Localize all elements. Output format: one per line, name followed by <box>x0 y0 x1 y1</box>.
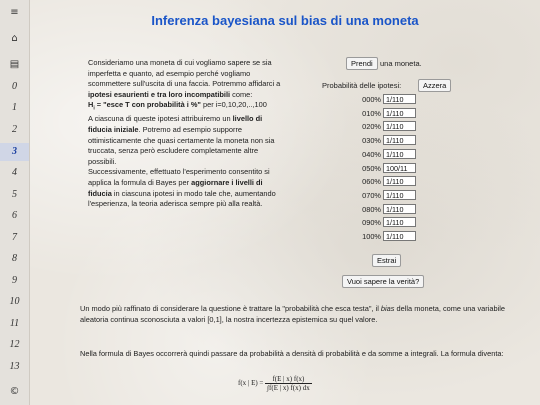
hypothesis-label: 010% <box>362 108 381 118</box>
formula-denominator: ∫f(E | x) f(x) dx <box>267 384 310 392</box>
hypothesis-probability-input[interactable]: 1/110 <box>383 121 416 131</box>
reveal-truth-button[interactable]: Vuoi sapere la verità? <box>342 275 424 288</box>
hypothesis-probability-input[interactable]: 1/110 <box>383 108 416 118</box>
hypothesis-probability-input[interactable]: 1/110 <box>383 204 416 214</box>
hypothesis-subscript: i <box>93 105 95 112</box>
draw-button[interactable]: Estrai <box>372 254 401 267</box>
hypothesis-label: 030% <box>362 136 381 146</box>
continuous-paragraph <box>80 303 520 325</box>
sidebar-item-12[interactable]: 12 <box>9 339 20 350</box>
formula-fraction <box>265 375 312 392</box>
sidebar-item-6[interactable]: 6 <box>12 210 17 221</box>
sidebar-item-4[interactable]: 4 <box>12 167 17 178</box>
hypothesis-label: 020% <box>362 122 381 132</box>
hypothesis-probability-input[interactable]: 1/110 <box>383 149 416 159</box>
sidebar-item-13[interactable]: 13 <box>9 361 20 372</box>
intro-p1-bold: ipotesi esaurienti e tra loro incompatibili <box>88 89 231 99</box>
hypothesis-label: 040% <box>362 149 381 159</box>
sidebar-item-8[interactable]: 8 <box>12 253 17 264</box>
hypothesis-label: 000% <box>362 95 381 104</box>
formula-lhs: f(x | E) = <box>238 379 264 388</box>
sidebar-item-1[interactable]: 1 <box>12 102 17 113</box>
hypothesis-probability-input[interactable]: 1/110 <box>383 190 416 200</box>
take-coin-text: una moneta. <box>380 59 422 68</box>
home-icon[interactable]: ⌂ <box>11 33 18 44</box>
intro-p1-end: come: <box>230 89 253 99</box>
bayes-formula <box>238 375 312 392</box>
sidebar-item-7[interactable]: 7 <box>12 232 17 243</box>
intro-text <box>88 58 288 210</box>
sidebar-item-0[interactable]: 0 <box>12 81 17 92</box>
para1a: Un modo più raffinato di considerare la questione è trattare la "probabilità che esca testa", il <box>80 304 381 313</box>
sidebar-nav <box>0 0 30 405</box>
intro-p3-bold: aggiornare i livelli di fiducia <box>88 178 263 198</box>
copyright-icon[interactable]: © <box>9 386 20 397</box>
probabilities-label: Probabilità delle ipotesi: <box>322 81 402 90</box>
hypothesis-probability-input[interactable]: 1/110 <box>383 176 416 186</box>
hypothesis-range: per i=0,10,20,..,100 <box>200 100 267 110</box>
take-coin-button[interactable]: Prendi <box>346 57 378 70</box>
bayes-paragraph: Nella formula di Bayes occorrerà quindi passare da probabilità a densità di probabilità e da somme a integrali. La formula diventa: <box>80 349 504 358</box>
intro-p2b: . Potremo ad esempio supporre ottimisticamente che quasi certamente la moneta non sia truccata, senza però escludere completamente altre possibili. <box>88 125 275 166</box>
para1b: della moneta, come una variabile aleatoria continua sconosciuta a valori [0,1], la nostra incertezza epistemica su quel valore. <box>80 304 505 324</box>
hypothesis-label: 060% <box>362 177 381 187</box>
sidebar-item-5[interactable]: 5 <box>12 189 17 200</box>
intro-p2-bold: livello di fiducia iniziale <box>88 114 263 135</box>
hypothesis-probability-input[interactable]: 1/110 <box>383 231 416 241</box>
para1-italic: bias <box>380 304 395 313</box>
intro-p1: Consideriamo una moneta di cui vogliamo sapere se sia imperfetta e quanto, ad esempio perché vogliamo scommettere sull'uscita di una faccia. Potremmo affidarci a <box>88 58 281 89</box>
formula-numerator: f(E | x) f(x) <box>265 375 312 384</box>
hypothesis-probability-input[interactable]: 1/110 <box>383 135 416 145</box>
hypothesis-label: 080% <box>362 204 381 214</box>
hypothesis-definition: = "esce T con probabilità i %" <box>94 100 201 110</box>
sidebar-item-3[interactable]: 3 <box>0 143 29 161</box>
book-icon[interactable]: ▤ <box>9 59 20 70</box>
intro-p2a: A ciascuna di queste ipotesi attribuiremo un <box>88 114 233 124</box>
hypothesis-symbol: H <box>88 100 94 110</box>
hypothesis-label: 070% <box>362 190 381 200</box>
sidebar-item-9[interactable]: 9 <box>12 275 17 286</box>
intro-p3b: in ciascuna ipotesi in modo tale che, aumentando l'esperienza, la teoria aderisca sempre più alla realtà. <box>88 188 276 209</box>
sidebar-item-10[interactable]: 10 <box>9 296 20 307</box>
hypothesis-label: 100% <box>362 232 381 241</box>
sidebar-item-2[interactable]: 2 <box>12 124 17 135</box>
menu-icon[interactable]: ≡ <box>10 7 19 18</box>
hypothesis-probability-input[interactable]: 1/110 <box>383 217 416 227</box>
hypothesis-probability-input[interactable]: 100/11 <box>383 163 416 173</box>
page-title: Inferenza bayesiana sul bias di una moneta <box>151 13 419 28</box>
sidebar-item-11[interactable]: 11 <box>9 318 20 329</box>
hypothesis-probability-input[interactable]: 1/110 <box>383 94 416 104</box>
intro-p3a: Successivamente, effettuato l'esperimento consentito si applica la formula di Bayes per <box>88 167 270 187</box>
reset-button[interactable]: Azzera <box>418 79 451 92</box>
hypothesis-label: 050% <box>362 163 381 173</box>
hypothesis-label: 090% <box>362 218 381 228</box>
